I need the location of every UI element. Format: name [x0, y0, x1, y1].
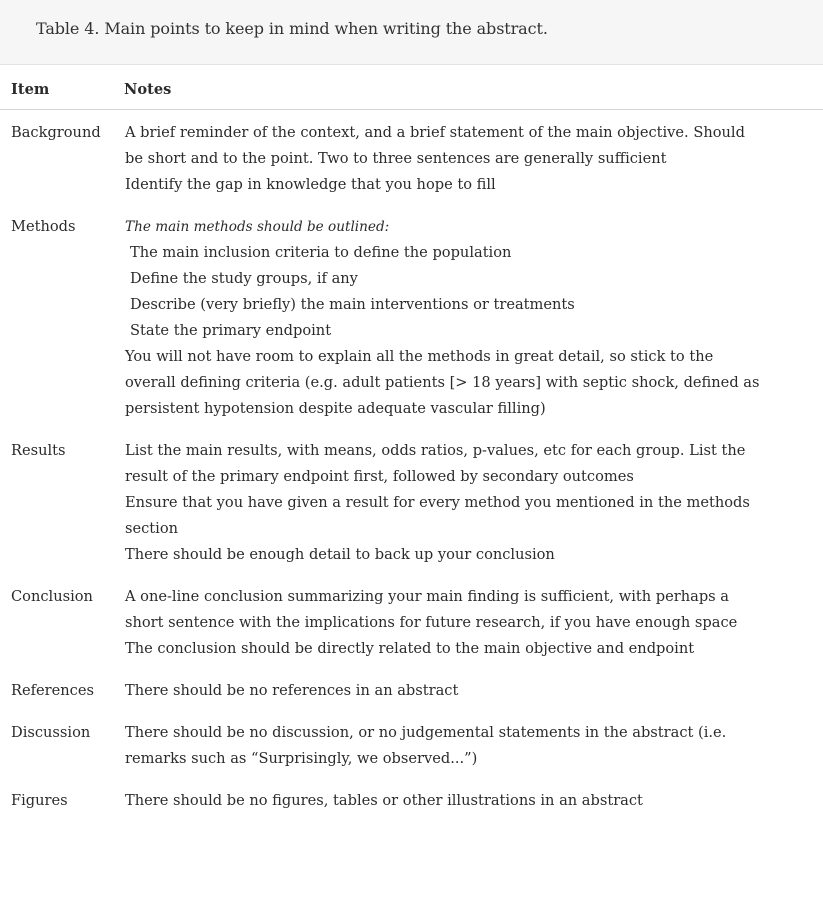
note-line: remarks such as “Surprisingly, we observed...”) [125, 750, 478, 767]
note-line: Identify the gap in knowledge that you hope to fill [125, 176, 496, 193]
table-row [0, 780, 823, 822]
header-row [0, 70, 823, 110]
note-line: A one-line conclusion summarizing your main finding is sufficient, with perhaps a [125, 588, 730, 605]
table-row [0, 712, 823, 780]
table-caption: Table 4. Main points to keep in mind when writing the abstract. [36, 19, 548, 38]
note-line: The main inclusion criteria to define the population [130, 244, 512, 261]
row-notes [124, 712, 823, 780]
row-notes [124, 670, 823, 712]
row-item-label: Background [11, 124, 101, 141]
row-item-label: Results [11, 442, 66, 459]
row-item-label: Figures [11, 792, 68, 809]
row-notes [124, 780, 823, 822]
header-item: Item [0, 70, 124, 110]
table-row [0, 430, 823, 576]
row-item-label: Conclusion [11, 588, 93, 605]
note-line: be short and to the point. Two to three sentences are generally sufficient [125, 150, 667, 167]
table-row [0, 206, 823, 430]
note-line: There should be no figures, tables or other illustrations in an abstract [125, 792, 643, 809]
row-notes [124, 430, 823, 576]
row-item-label: Discussion [11, 724, 91, 741]
table-row [0, 110, 823, 207]
caption-bar [0, 0, 823, 65]
row-notes [124, 576, 823, 670]
note-line: A brief reminder of the context, and a brief statement of the main objective. Should [125, 124, 745, 141]
note-line: section [125, 520, 179, 537]
row-item-label: References [11, 682, 94, 699]
table-row [0, 576, 823, 670]
note-line: persistent hypotension despite adequate vascular filling) [125, 400, 546, 417]
note-line: short sentence with the implications for future research, if you have enough space [125, 614, 738, 631]
header-notes: Notes [124, 70, 823, 110]
note-line: Describe (very briefly) the main interventions or treatments [130, 296, 575, 313]
note-line: You will not have room to explain all the methods in great detail, so stick to the [125, 348, 714, 365]
note-line: There should be enough detail to back up your conclusion [125, 546, 555, 563]
table-row [0, 670, 823, 712]
note-line: Ensure that you have given a result for every method you mentioned in the methods [125, 494, 750, 511]
table-header [0, 70, 823, 110]
note-line: There should be no discussion, or no judgemental statements in the abstract (i.e. [125, 724, 727, 741]
row-notes [124, 206, 823, 430]
note-line: State the primary endpoint [130, 322, 332, 339]
note-line: The main methods should be outlined: [125, 219, 390, 235]
note-line: Define the study groups, if any [130, 270, 358, 287]
note-line: overall defining criteria (e.g. adult patients [> 18 years] with septic shock, defined as [125, 374, 760, 391]
table-body [0, 110, 823, 823]
row-item-label: Methods [11, 218, 76, 235]
note-line: List the main results, with means, odds ratios, p-values, etc for each group. List the [125, 442, 746, 459]
note-line: The conclusion should be directly related to the main objective and endpoint [125, 640, 695, 657]
note-line: result of the primary endpoint first, followed by secondary outcomes [125, 468, 634, 485]
row-notes [124, 110, 823, 207]
abstract-points-table [0, 70, 823, 822]
note-line: There should be no references in an abstract [125, 682, 459, 699]
